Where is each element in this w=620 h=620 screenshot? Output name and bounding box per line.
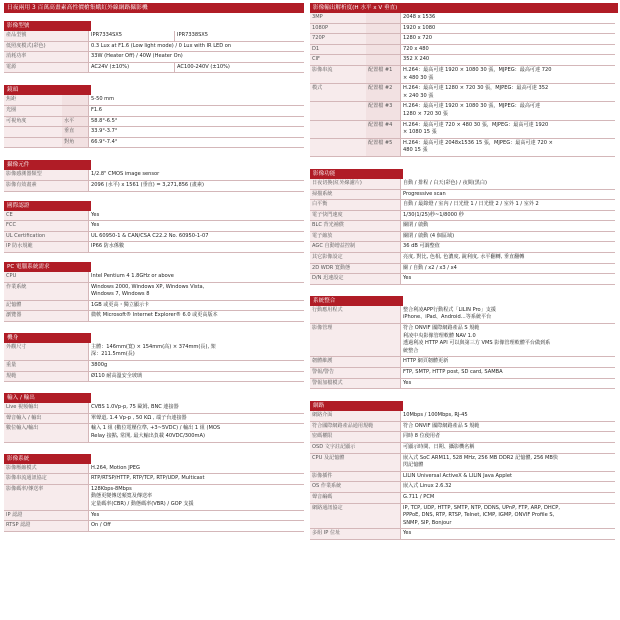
- table-row: [310, 482, 615, 493]
- value-line: Windows 7, Windows 8: [91, 291, 150, 298]
- value-line: 統整合: [403, 347, 419, 354]
- row-value: On / Off: [88, 521, 304, 531]
- row-key: UL Certification: [4, 232, 88, 242]
- section-header: 攝像元件: [4, 160, 91, 170]
- row-value: [88, 424, 304, 441]
- row-key: CE: [4, 211, 88, 221]
- table-row: [310, 84, 615, 102]
- row-key: 作業系統: [4, 283, 88, 300]
- table-row: [4, 52, 304, 63]
- page-title: 日夜兩用 3 百萬高畫素高性價槍集蛾紅外線網路攝影機: [4, 3, 304, 13]
- value-line: 整合利凌APP行動程式「LILIN Pro」支援: [403, 306, 496, 313]
- row-value: 自動 / 最錄燈 / 室內 / 日光燈 1 / 日光燈 2 / 室外 1 / 室外 2: [400, 200, 615, 210]
- value-line: H.264：最高可達 1280 × 720 30 張，MJPEG：最高可達 352: [403, 85, 549, 92]
- table-row: [310, 379, 615, 390]
- row-subkey: 配置檔 #5: [366, 139, 400, 156]
- section-header: 輸入 / 輸出: [4, 393, 91, 403]
- table-row: [4, 283, 304, 301]
- row-key: 影像有效畫素: [4, 181, 88, 191]
- row-value: Yes: [88, 211, 304, 221]
- row-key: CPU: [4, 272, 88, 282]
- row-value: LILIN Universal ActiveX & LILIN Java Applet: [400, 472, 615, 482]
- table-row: [310, 55, 615, 66]
- row-value: [88, 283, 304, 300]
- row-key: 韌體維護: [310, 357, 400, 367]
- row-value: 微軟 Microsoft® Internet Explorer® 6.0 或更高版本: [88, 311, 304, 321]
- value-line: × 1080 15 張: [403, 129, 437, 136]
- value-line: H.264：最高可達 720 × 480 30 張，MJPEG：最高可達 1920: [403, 121, 549, 128]
- section-body: [4, 333, 304, 382]
- table-row: [4, 403, 304, 414]
- value-line: SNMP, SIP, Bonjour: [403, 519, 452, 526]
- row-key: 產品型號: [4, 31, 88, 41]
- section-output-resolution: [310, 3, 615, 157]
- table-row: [310, 211, 615, 222]
- section-header: 影像功能: [310, 169, 403, 179]
- value-line: 480 15 張: [403, 147, 428, 154]
- table-row: [4, 211, 304, 222]
- section-header: 影像輸出解析度(H 水平 x V 垂直): [310, 3, 618, 13]
- section-header: 鏡頭: [4, 85, 91, 95]
- row-value: Yes: [88, 511, 304, 521]
- right-column: [310, 3, 615, 540]
- row-value: [400, 504, 615, 529]
- row-key: 影像管理: [310, 324, 400, 356]
- row-key: FCC: [4, 221, 88, 231]
- table-row: [310, 264, 615, 275]
- row-subkey: 配置檔 #1: [366, 66, 400, 83]
- value-line: Relay 接點, 常開, 最大輸出負載 40VDC/300mA): [91, 433, 205, 440]
- table-row: [310, 121, 615, 139]
- row-value: 1/2.8" CMOS image sensor: [88, 170, 304, 180]
- row-key: OSD 文字註記顯示: [310, 443, 400, 453]
- table-row: [4, 42, 304, 53]
- value-line: Windows 2000, Windows XP, Windows Vista,: [91, 283, 205, 290]
- table-row: [310, 472, 615, 483]
- table-row: [4, 521, 304, 532]
- table-row: [4, 127, 304, 138]
- row-value: [88, 343, 304, 360]
- row-value: 1280 x 720: [400, 34, 615, 44]
- row-key: CPU 及記憶體: [310, 454, 400, 471]
- table-row: [310, 368, 615, 379]
- row-value: AC24V (±10%): [88, 63, 174, 73]
- row-key: 影像感測器類型: [4, 170, 88, 180]
- table-row: [310, 139, 615, 157]
- table-row: [4, 63, 304, 74]
- table-row: [4, 343, 304, 361]
- section-system-integration: [310, 296, 615, 389]
- section-sensor: [4, 160, 304, 191]
- row-key: 影像碼率/傳送率: [4, 485, 88, 510]
- row-value: [88, 485, 304, 510]
- row-key: Live 視頻輸出: [4, 403, 88, 413]
- row-value: 自動 / 排程 / 白天(彩色) / 夜間(黑白): [400, 179, 615, 189]
- row-key: AGC 自動增益控制: [310, 242, 400, 252]
- table-row: [310, 179, 615, 190]
- row-value: 同時 8 位使用者: [400, 432, 615, 442]
- table-row: [4, 311, 304, 322]
- row-key: 白平衡: [310, 200, 400, 210]
- value-line: IP, TCP, UDP, HTTP, SMTP, NTP, DDNS, UPnP, FTP, ARP, DHCP,: [403, 504, 560, 511]
- row-value: IP66 防水係數: [88, 242, 304, 252]
- section-video-functions: [310, 169, 615, 285]
- row-value: [400, 454, 615, 471]
- row-value: 3800g: [88, 361, 304, 371]
- row-key: 影像串流: [310, 66, 366, 83]
- table-row: [310, 274, 615, 285]
- table-row: [4, 181, 304, 192]
- row-key: 網路通訊協定: [310, 504, 400, 529]
- row-key: [310, 121, 366, 138]
- table-row: [310, 13, 615, 24]
- row-value: 36 dB 可調整值: [400, 242, 615, 252]
- row-value: 嵌入式 Linux 2.6.32: [400, 482, 615, 492]
- value-line: 閃記憶體: [403, 462, 424, 469]
- value-line: PPPoE, DNS, RTP, RTSP, Telnet, ICMP, IGMP, ONVIF Profile S,: [403, 512, 555, 519]
- table-row: [4, 464, 304, 475]
- value-line: 利凌中央影像管理軟體 NAV 1.0: [403, 332, 476, 339]
- section-lens: [4, 85, 304, 148]
- row-key: 多組 IP 位址: [310, 529, 400, 539]
- row-value: 符合 ONVIF 國際網路產品 S 規範: [400, 422, 615, 432]
- row-value: 關閉 / 啟動: [400, 221, 615, 231]
- section-pc-requirements: [4, 262, 304, 322]
- table-row: [4, 301, 304, 312]
- value-line: 嵌入式 SoC ARM11, 528 MHz, 256 MB DDR2 記憶體, 256 MB快: [403, 454, 558, 461]
- section-header: 系統整合: [310, 296, 403, 306]
- row-key: 聲音輸入 / 輸出: [4, 414, 88, 424]
- section-network: [310, 401, 615, 540]
- row-value: 可顯示時間、日期、攝影機名稱: [400, 443, 615, 453]
- table-row: [310, 306, 615, 324]
- row-subkey: [366, 55, 400, 65]
- row-value: 2096 (水平) x 1561 (垂直) = 3,271,856 (畫素): [88, 181, 304, 191]
- row-key: 行動應用程式: [310, 306, 400, 323]
- table-row: [310, 221, 615, 232]
- row-value: 關 / 自動 / x2 / x3 / x4: [400, 264, 615, 274]
- row-key: D1: [310, 45, 366, 55]
- table-row: [310, 357, 615, 368]
- row-key: 光圈: [4, 106, 62, 116]
- row-value: 單聲道, 1.4 Vp-p , 50 KΩ , 端子台連接器: [88, 414, 304, 424]
- section-header: 影像型號: [4, 21, 91, 31]
- row-value: 5-50 mm: [88, 95, 304, 105]
- table-row: [310, 24, 615, 35]
- row-value: IPR7334SX5: [88, 31, 174, 41]
- row-value: Progressive scan: [400, 190, 615, 200]
- row-subkey: 對角: [62, 138, 88, 148]
- row-key: 消耗功率: [4, 52, 88, 62]
- table-row: [310, 253, 615, 264]
- section-header: 網路: [310, 401, 403, 411]
- row-value: Yes: [400, 379, 615, 389]
- row-value: CVBS 1.0Vp-p, 75 歐姆, BNC 連接器: [88, 403, 304, 413]
- row-subkey: [62, 95, 88, 105]
- section-io: [4, 393, 304, 442]
- table-row: [310, 190, 615, 201]
- row-key: 模式: [310, 84, 366, 101]
- table-row: [4, 511, 304, 522]
- table-row: [4, 232, 304, 243]
- row-value: Yes: [400, 274, 615, 284]
- row-key: 掃描系統: [310, 190, 400, 200]
- value-line: H.264：最高可達 1920 × 1080 30 張，MJPEG：最高可達 720: [403, 66, 552, 73]
- row-key: 規範: [4, 372, 88, 382]
- row-key: 低照度模式(彩色): [4, 42, 88, 52]
- value-line: 主體：146mm(寬) × 154mm(高) × 374mm(長), 架: [91, 343, 216, 350]
- row-subkey: [366, 13, 400, 23]
- row-value: FTP, SMTP, HTTP post, SD card, SAMBA: [400, 368, 615, 378]
- row-value: 關閉 / 啟動 (4 個區域): [400, 232, 615, 242]
- row-key: 電子快門速度: [310, 211, 400, 221]
- row-value: 33.9°-3.7°: [88, 127, 304, 137]
- value-line: 動態更變傳送頻寬及傳送率: [91, 493, 153, 500]
- value-line: iPhone、iPad、Android…等系統平台: [403, 314, 492, 321]
- row-key: [310, 139, 366, 156]
- section-model: [4, 21, 304, 73]
- row-value: IPR7338SX5: [174, 31, 304, 41]
- row-value: [400, 139, 615, 156]
- table-row: [310, 454, 615, 472]
- row-key: 其它影像設定: [310, 253, 400, 263]
- table-row: [310, 432, 615, 443]
- row-value: Yes: [88, 221, 304, 231]
- row-value: HTTP 網頁韌體更新: [400, 357, 615, 367]
- table-row: [310, 529, 615, 540]
- row-value: 亮度, 對比, 色相, 色濃度, 銳利度, 水平翻轉, 垂直翻轉: [400, 253, 615, 263]
- table-row: [310, 504, 615, 530]
- table-row: [4, 242, 304, 253]
- value-line: × 240 30 張: [403, 92, 434, 99]
- section-header: 機身: [4, 333, 91, 343]
- row-key: 網路介面: [310, 411, 400, 421]
- table-row: [4, 221, 304, 232]
- row-subkey: 配置檔 #3: [366, 102, 400, 119]
- value-line: 符合 ONVIF 國際網路產品 S 規範: [403, 325, 480, 332]
- table-row: [310, 324, 615, 357]
- row-subkey: [366, 34, 400, 44]
- table-row: [310, 422, 615, 433]
- value-line: 定量碼率(CBR) / 動態碼率(VBR) / GOP 支援: [91, 501, 194, 507]
- row-value: 0.3 Lux at F1.6 (Low light mode) / 0 Lux with IR LED on: [88, 42, 304, 52]
- row-key: CIF: [310, 55, 366, 65]
- row-key: BLC 背光補償: [310, 221, 400, 231]
- table-row: [310, 66, 615, 84]
- row-key: 警報/警告: [310, 368, 400, 378]
- row-value: 2048 x 1536: [400, 13, 615, 23]
- value-line: × 480 30 張: [403, 74, 434, 81]
- table-row: [310, 493, 615, 504]
- row-value: 352 X 240: [400, 55, 615, 65]
- row-value: F1.6: [88, 106, 304, 116]
- row-value: 1920 x 1080: [400, 24, 615, 34]
- row-value: H.264, Motion JPEG: [88, 464, 304, 474]
- table-row: [4, 117, 304, 128]
- table-row: [4, 95, 304, 106]
- row-value: UL 60950-1 & CAN/CSA C22.2 No. 60950-1-07: [88, 232, 304, 242]
- table-row: [310, 34, 615, 45]
- row-key: 密碼權限: [310, 432, 400, 442]
- row-value: 1/30(1/25)秒~1/8000 秒: [400, 211, 615, 221]
- row-key: [310, 102, 366, 119]
- value-line: 透過利凌 HTTP API 可以與第三方 VMS 影像管理軟體平台做到系: [403, 340, 551, 347]
- row-key: 影像串流通訊協定: [4, 474, 88, 484]
- row-subkey: 配置檔 #2: [366, 84, 400, 101]
- table-row: [310, 232, 615, 243]
- row-value: [400, 84, 615, 101]
- row-subkey: 配置檔 #4: [366, 121, 400, 138]
- row-key: 符合國際網路產品通用規範: [310, 422, 400, 432]
- row-key: 瀏覽器: [4, 311, 88, 321]
- table-row: [310, 242, 615, 253]
- row-subkey: [366, 45, 400, 55]
- section-header: PC 電腦系統需求: [4, 262, 91, 272]
- table-row: [4, 424, 304, 442]
- row-key: 聲音編碼: [310, 493, 400, 503]
- table-row: [4, 474, 304, 485]
- row-value: 58.8°-6.5°: [88, 117, 304, 127]
- row-value: Yes: [400, 529, 615, 539]
- row-key: 重量: [4, 361, 88, 371]
- row-value: [400, 324, 615, 356]
- table-row: [310, 443, 615, 454]
- row-value: 1GB 或更高・獨立顯示卡: [88, 301, 304, 311]
- row-key: 焦距: [4, 95, 62, 105]
- row-value: 10Mbps / 100Mbps, RJ-45: [400, 411, 615, 421]
- row-key: [4, 127, 62, 137]
- row-key: 外觀尺寸: [4, 343, 88, 360]
- table-row: [4, 485, 304, 511]
- table-row: [4, 372, 304, 383]
- value-line: 128Kbps-8Mbps: [91, 485, 132, 492]
- section-header: 國際認證: [4, 201, 91, 211]
- value-line: 輸入 1 組 (數位電壓位準, +3~5VDC) / 輸出 1 組 (MOS: [91, 425, 221, 432]
- row-value: RTP/RTSP/HTTP, RTP/TCP, RTP/UDP, Multicast: [88, 474, 304, 484]
- value-line: H.264：最高可達 2048x1536 15 張，MJPEG：最高可達 720 ×: [403, 139, 553, 146]
- row-key: 數位輸入/輸出: [4, 424, 88, 441]
- row-key: 電源: [4, 63, 88, 73]
- row-value: [400, 66, 615, 83]
- row-key: 3MP: [310, 13, 366, 23]
- table-row: [4, 361, 304, 372]
- row-key: [4, 138, 62, 148]
- row-key: 可視角度: [4, 117, 62, 127]
- table-row: [4, 106, 304, 117]
- row-subkey: [366, 24, 400, 34]
- section-certification: [4, 201, 304, 253]
- value-line: 深：211.5mm(長): [91, 351, 135, 358]
- row-subkey: 垂直: [62, 127, 88, 137]
- row-key: RTSP 認證: [4, 521, 88, 531]
- left-column: [4, 3, 304, 532]
- row-key: 720P: [310, 34, 366, 44]
- row-value: Ø110 耐高溫安全玻璃: [88, 372, 304, 382]
- table-row: [310, 102, 615, 120]
- row-subkey: 水平: [62, 117, 88, 127]
- table-row: [310, 45, 615, 56]
- row-subkey: [62, 106, 88, 116]
- row-value: 33W (Heater Off) / 40W (Heater On): [88, 52, 304, 62]
- row-key: IP 認證: [4, 511, 88, 521]
- table-row: [4, 414, 304, 425]
- table-row: [4, 138, 304, 149]
- row-value: 720 x 480: [400, 45, 615, 55]
- table-row: [4, 31, 304, 42]
- row-key: 電子縮放: [310, 232, 400, 242]
- row-value: [400, 121, 615, 138]
- value-line: 1280 × 720 30 張: [403, 110, 449, 117]
- table-row: [4, 272, 304, 283]
- row-key: 記憶體: [4, 301, 88, 311]
- row-key: D/N 迅速設定: [310, 274, 400, 284]
- section-header: 影像系統: [4, 454, 91, 464]
- row-value: [400, 102, 615, 119]
- section-video-system: [4, 454, 304, 532]
- row-key: 1080P: [310, 24, 366, 34]
- row-value: [400, 306, 615, 323]
- row-key: OS 作業系統: [310, 482, 400, 492]
- table-row: [310, 200, 615, 211]
- table-row: [310, 411, 615, 422]
- row-value: 66.9°-7.4°: [88, 138, 304, 148]
- row-key: 影像壓縮模式: [4, 464, 88, 474]
- row-key: 2D WDR 寬動態: [310, 264, 400, 274]
- row-key: IP 防水規範: [4, 242, 88, 252]
- row-value: Intel Pentium 4 1.8GHz or above: [88, 272, 304, 282]
- row-key: 警報加檔模式: [310, 379, 400, 389]
- row-key: 日夜切換(紅外線濾片): [310, 179, 400, 189]
- row-value: G.711 / PCM: [400, 493, 615, 503]
- row-key: 影像插件: [310, 472, 400, 482]
- value-line: H.264：最高可達 1920 × 1080 30 張，MJPEG：最高可達: [403, 103, 541, 110]
- table-row: [4, 170, 304, 181]
- row-value: AC100-240V (±10%): [174, 63, 304, 73]
